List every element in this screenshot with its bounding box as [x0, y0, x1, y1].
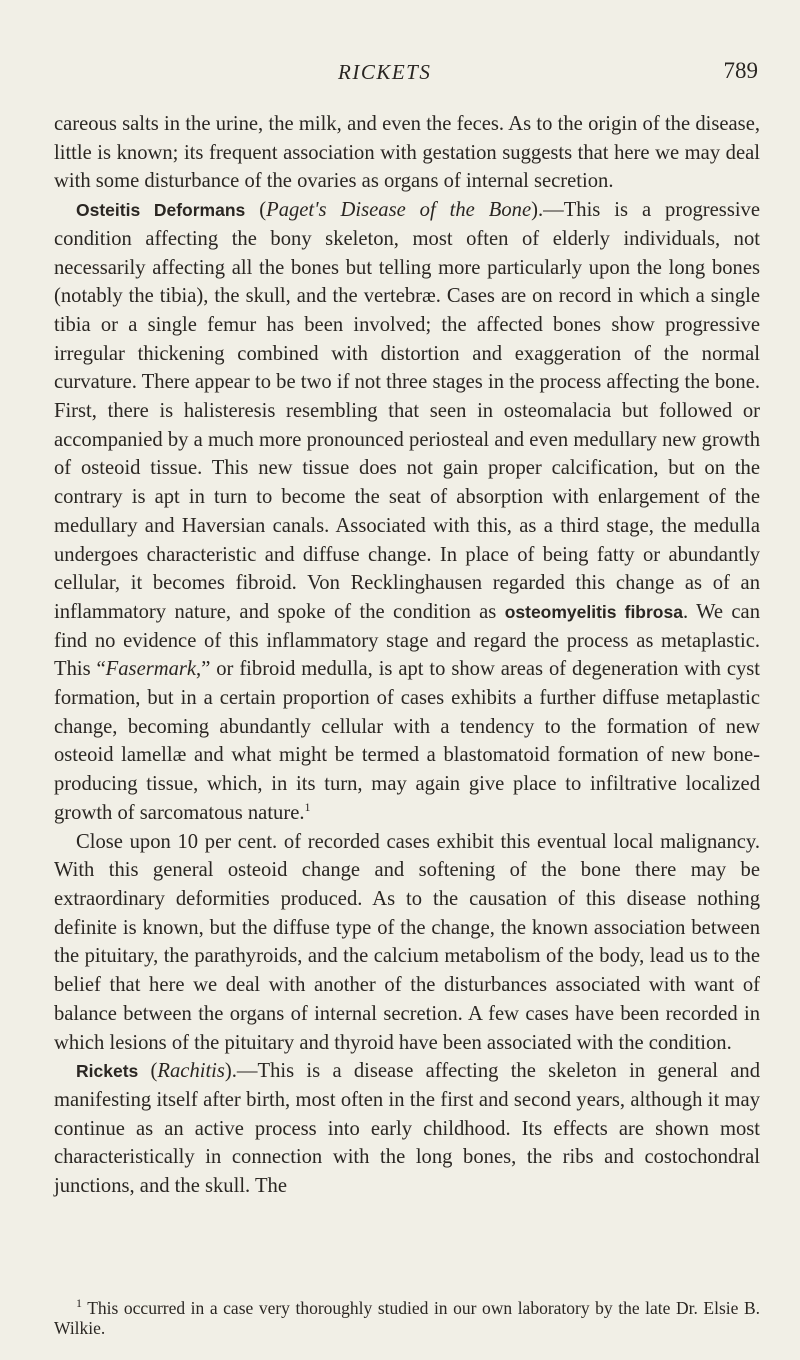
paragraph-text: ).—This is a disease affecting the skeleton in general and manifesting itself after birth, most often in the first and second years, although it may continue as an active process into early childhood. Its effects are shown most characteristically in connection with the long bones, the ribs and costochondral junctions, and the skull. The — [54, 1060, 760, 1198]
paragraph — [54, 828, 760, 1058]
section-heading: Rickets — [76, 1061, 139, 1082]
running-head — [0, 58, 800, 92]
page-number: 789 — [723, 58, 758, 83]
paragraph — [54, 196, 760, 827]
paragraph-text: ( — [245, 199, 267, 222]
section-heading: Osteitis Deformans — [76, 200, 246, 221]
paragraph-text: ( — [138, 1060, 158, 1083]
paragraph-text: careous salts in the urine, the milk, and even the feces. As to the origin of the disease, little is known; its frequent association with gestation suggests that here we may deal with some disturbance of the ovaries as organs of internal secretion. — [54, 113, 760, 193]
footnote — [54, 1298, 760, 1338]
term-text: osteomyelitis fibrosa — [504, 601, 683, 622]
footnote-ref: 1 — [304, 800, 311, 815]
paragraph-text: ).—This is a progressive condition affecting the bony skeleton, most often of elderly individuals, not necessarily affecting all the bones but telling more particularly upon the long bones (notably the tibia), the skull, and the vertebræ. Cases are on record in which a single tibia or a single femur has been involved; the affected bones show progressive irregular thickening combined with distortion and exaggeration of the normal curvature. There appear to be two if not three stages in the process affecting the bone. First, there is halisteresis resembling that seen in osteomalacia but followed or accompanied by a much more pronounced periosteal and even medullary new growth of osteoid tissue. This new tissue does not gain proper calcification, but on the contrary is apt in turn to become the seat of absorption with enlargement of the medullary and Haversian canals. Associated with this, as a third stage, the medulla undergoes characteristic and diffuse change. In place of being fatty or abundantly cellular, it becomes fibroid. Von Recklinghausen regarded this change as of an inflammatory nature, and spoke of the condition as — [54, 199, 760, 623]
paragraph-text: Close upon 10 per cent. of recorded cases exhibit this eventual local malignancy. With this general osteoid change and softening of the bone there may be extraordinary deformities produced. As to the causation of this disease nothing definite is known, but the diffuse type of the change, the known association between the pituitary, the parathyroids, and the calcium metabolism of the body, lead us to the belief that here we deal with another of the disturbances associated with want of balance between the organs of internal secretion. A few cases have been recorded in which lesions of the pituitary and thyroid have been associated with the condition. — [54, 830, 760, 1054]
body-text — [54, 110, 760, 1201]
paragraph — [54, 1057, 760, 1201]
paragraph-text: ,” or fibroid medulla, is apt to show areas of degeneration with cyst formation, but in a certain proportion of cases exhibits a further diffuse metaplastic change, becoming abundantly cellular with a tendency to the formation of new osteoid lamellæ and what might be termed a blastomatoid formation of new bone-producing tissue, which, in its turn, may again give place to infiltrative localized growth of sarcomatous nature. — [54, 658, 760, 824]
footnote-text: This occurred in a case very thoroughly studied in our own laboratory by the late Dr. Elsie B. Wilkie. — [54, 1298, 760, 1338]
italic-text: Fasermark — [105, 658, 197, 681]
italic-text: Paget's Disease of the Bone — [266, 199, 532, 222]
footnote-marker: 1 — [76, 1296, 82, 1311]
italic-text: Rachitis — [157, 1060, 225, 1083]
running-head-title: RICKETS — [338, 60, 432, 84]
footnote-paragraph — [54, 1298, 760, 1338]
paragraph-text: . We can find no evidence of this inflammatory stage and regard the process as metaplastic. This “ — [54, 600, 760, 681]
paragraph — [54, 110, 760, 196]
